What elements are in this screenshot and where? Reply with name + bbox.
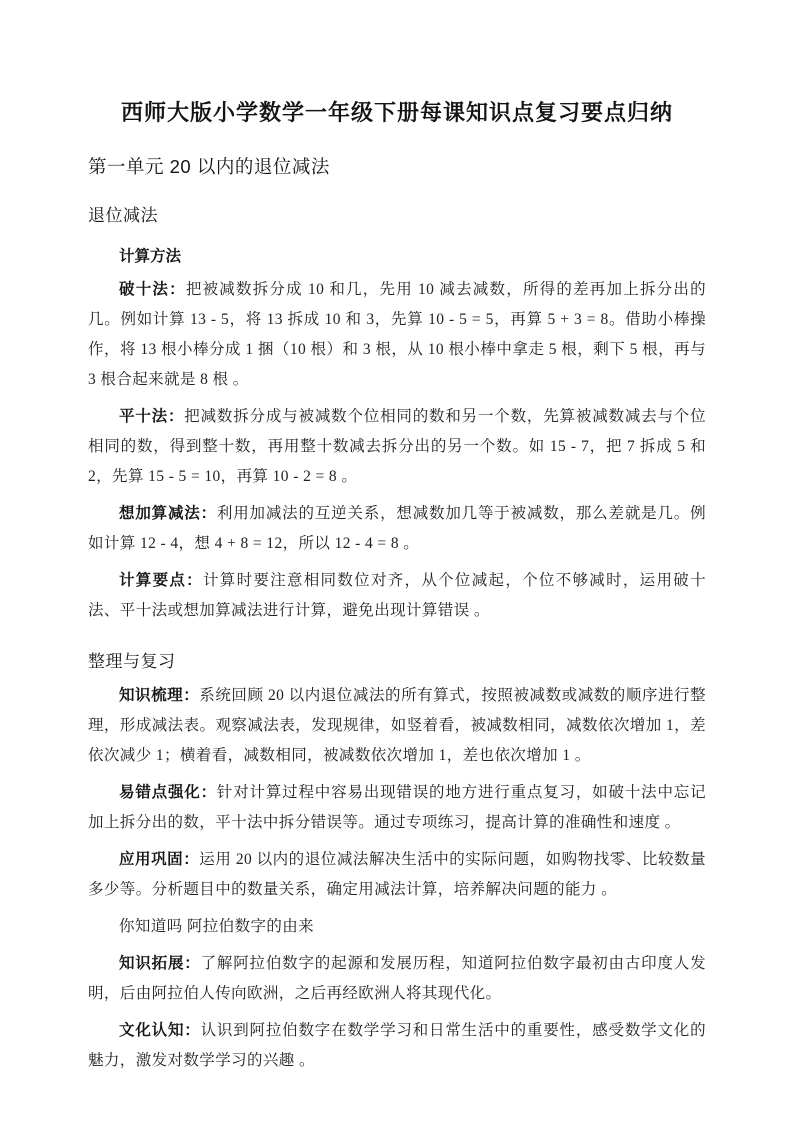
paragraph-ping-shi-fa	[88, 402, 706, 492]
paragraph-po-shi-fa	[88, 275, 706, 395]
paragraph-text: 把被减数拆分成 10 和几，先用 10 减去减数，所得的差再加上拆分出的几。例如计算 13 - 5，将 13 拆成 10 和 3，先算 10 - 5 = 5，再算 5 + 3 = 8。借助小棒操作，将 13 根小棒分成 1 捆（10 根）和 3 根，从 10 根小棒中拿走 5 根，剩下 5 根，再与 3 根合起来就是 8 根 。	[88, 281, 706, 388]
paragraph-label: 计算要点：	[119, 572, 203, 589]
paragraph-text: 了解阿拉伯数字的起源和发展历程，知道阿拉伯数字最初由古印度人发明，后由阿拉伯人传向欧洲，之后再经欧洲人将其现代化。	[88, 955, 706, 1002]
paragraph-calculation-keypoints	[88, 566, 706, 626]
paragraph-xiang-jia-suan-jian	[88, 499, 706, 559]
paragraph-application	[88, 845, 706, 905]
paragraph-text: 计算时要注意相同数位对齐，从个位减起，个位不够减时，运用破十法、平十法或想加算减法进行计算，避免出现计算错误 。	[88, 572, 706, 619]
paragraph-text: 把减数拆分成与被减数个位相同的数和另一个数，先算被减数减去与个位相同的数，得到整十数，再用整十数减去拆分出的另一个数。如 15 - 7，把 7 拆成 5 和 2，先算 15 - 5 = 10，再算 10 - 2 = 8 。	[88, 408, 706, 485]
document-title: 西师大版小学数学一年级下册每课知识点复习要点归纳	[120, 100, 673, 125]
paragraph-error-prone-points	[88, 778, 706, 838]
section-heading-review: 整理与复习	[88, 652, 176, 671]
section-heading-borrowing-subtraction: 退位减法	[88, 206, 158, 225]
paragraph-text: 运用 20 以内的退位减法解决生活中的实际问题，如购物找零、比较数量多少等。分析题目中的数量关系，确定用减法计算，培养解决问题的能力 。	[88, 851, 706, 898]
paragraph-label: 平十法：	[119, 408, 185, 425]
paragraph-text: 系统回顾 20 以内退位减法的所有算式，按照被减数或减数的顺序进行整理，形成减法表。观察减法表，发现规律，如竖着看，被减数相同，减数依次增加 1，差依次减少 1；横着看，减数相同，被减数依次增加 1，差也依次增加 1 。	[88, 687, 706, 764]
paragraph-knowledge-sorting	[88, 681, 706, 771]
paragraph-text: 你知道吗 阿拉伯数字的由来	[119, 918, 315, 935]
unit-heading: 第一单元 20 以内的退位减法	[88, 156, 330, 177]
section-borrowing-subtraction	[88, 204, 706, 626]
paragraph-label: 知识拓展：	[119, 955, 201, 972]
paragraph-did-you-know	[88, 912, 706, 942]
paragraph-label: 知识梳理：	[119, 687, 200, 704]
paragraph-label: 应用巩固：	[119, 851, 200, 868]
section-review	[88, 650, 706, 1076]
paragraph-text: 针对计算过程中容易出现错误的地方进行重点复习，如破十法中忘记加上拆分出的数，平十法中拆分错误等。通过专项练习，提高计算的准确性和速度 。	[88, 784, 706, 831]
paragraph-label: 易错点强化：	[119, 784, 217, 801]
subheading-calculation-methods: 计算方法	[119, 248, 182, 265]
paragraph-text: 认识到阿拉伯数字在数学学习和日常生活中的重要性，感受数学文化的魅力，激发对数学学习的兴趣 。	[88, 1022, 706, 1069]
paragraph-text: 利用加减法的互逆关系，想减数加几等于被减数，那么差就是几。例如计算 12 - 4，想 4 + 8 = 12，所以 12 - 4 = 8 。	[88, 505, 706, 552]
paragraph-knowledge-expansion	[88, 949, 706, 1009]
paragraph-label: 文化认知：	[119, 1022, 201, 1039]
paragraph-cultural-cognition	[88, 1016, 706, 1076]
paragraph-label: 破十法：	[119, 281, 186, 298]
paragraph-label: 想加算减法：	[119, 505, 217, 522]
